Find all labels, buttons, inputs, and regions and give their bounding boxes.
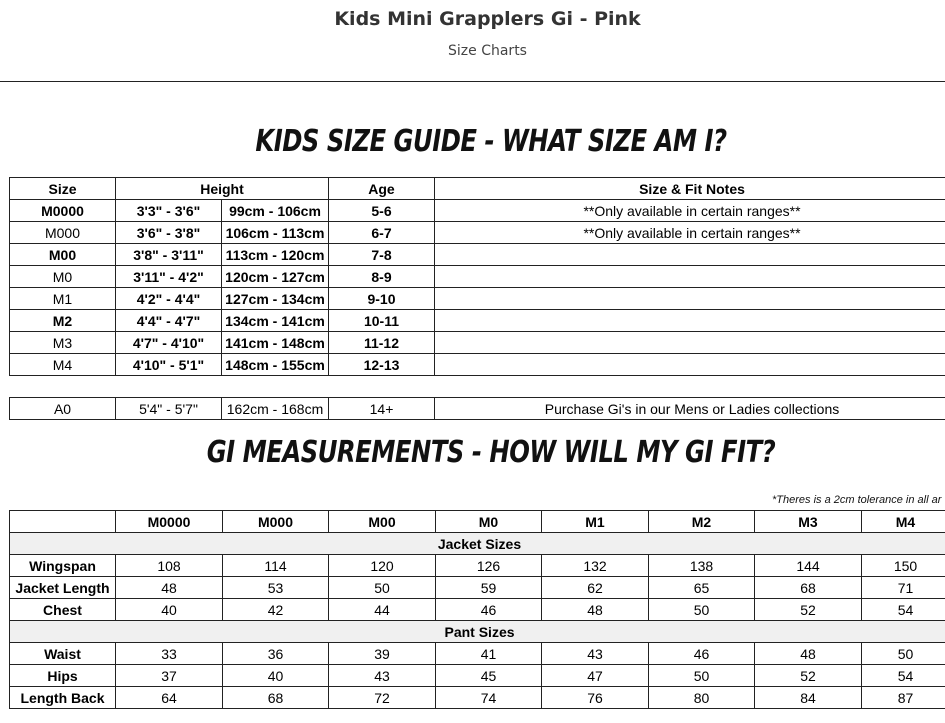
corner-cell: [10, 511, 116, 533]
size-guide-row: [10, 288, 945, 310]
measurement-label: Waist: [10, 643, 116, 665]
measurement-value: 144: [755, 555, 862, 577]
measurement-row: [10, 577, 945, 599]
size-header-cell: M0: [436, 511, 542, 533]
size-cell: M00: [10, 244, 116, 266]
measurement-value: 108: [116, 555, 223, 577]
age-cell: 10-11: [329, 310, 435, 332]
measurement-value: 33: [116, 643, 223, 665]
notes-cell: [435, 332, 945, 354]
measurement-value: 54: [862, 599, 945, 621]
height-ft-cell: 3'8" - 3'11": [116, 244, 222, 266]
height-cm-cell: 148cm - 155cm: [222, 354, 329, 376]
measurement-value: 71: [862, 577, 945, 599]
height-cm-cell: 134cm - 141cm: [222, 310, 329, 332]
height-cm-cell: 113cm - 120cm: [222, 244, 329, 266]
measurement-value: 53: [223, 577, 329, 599]
size-cell: M1: [10, 288, 116, 310]
height-ft-cell: 4'2" - 4'4": [116, 288, 222, 310]
measurement-value: 40: [116, 599, 223, 621]
size-guide-row: [10, 222, 945, 244]
measurement-value: 54: [862, 665, 945, 687]
height-cm-cell: 127cm - 134cm: [222, 288, 329, 310]
size-cell: M0000: [10, 200, 116, 222]
col-header-size: Size: [10, 178, 116, 200]
jacket-sizes-band: [10, 533, 945, 555]
measurement-row: [10, 555, 945, 577]
height-ft-cell: 3'6" - 3'8": [116, 222, 222, 244]
size-guide-row: [10, 354, 945, 376]
size-cell: M2: [10, 310, 116, 332]
measurement-value: 72: [329, 687, 436, 709]
measurement-value: 50: [649, 665, 755, 687]
measurement-row: [10, 665, 945, 687]
measurement-value: 59: [436, 577, 542, 599]
measurement-value: 47: [542, 665, 649, 687]
notes-cell: **Only available in certain ranges**: [435, 200, 945, 222]
pant-sizes-band: [10, 621, 945, 643]
notes-cell: [435, 354, 945, 376]
size-cell: M3: [10, 332, 116, 354]
size-header-cell: M1: [542, 511, 649, 533]
adult-height-ft: 5'4" - 5'7": [116, 398, 222, 420]
measurement-value: 64: [116, 687, 223, 709]
measurements-table: [9, 510, 945, 709]
measurement-value: 68: [755, 577, 862, 599]
size-guide-row: [10, 200, 945, 222]
height-cm-cell: 141cm - 148cm: [222, 332, 329, 354]
age-cell: 7-8: [329, 244, 435, 266]
measurement-value: 126: [436, 555, 542, 577]
measurement-value: 46: [436, 599, 542, 621]
age-cell: 12-13: [329, 354, 435, 376]
measurement-value: 37: [116, 665, 223, 687]
size-header-cell: M4: [862, 511, 945, 533]
adult-age: 14+: [329, 398, 435, 420]
notes-cell: [435, 266, 945, 288]
measurement-value: 42: [223, 599, 329, 621]
height-ft-cell: 3'3" - 3'6": [116, 200, 222, 222]
measurement-value: 48: [542, 599, 649, 621]
tolerance-note: *Theres is a 2cm tolerance in all ar: [772, 494, 942, 506]
measurement-value: 68: [223, 687, 329, 709]
notes-cell: [435, 310, 945, 332]
col-header-age: Age: [329, 178, 435, 200]
measurement-label: Length Back: [10, 687, 116, 709]
measurement-value: 50: [329, 577, 436, 599]
measurement-value: 114: [223, 555, 329, 577]
size-guide-table: [9, 177, 945, 376]
size-cell: M000: [10, 222, 116, 244]
measurement-value: 43: [329, 665, 436, 687]
measurement-value: 48: [755, 643, 862, 665]
size-header-cell: M000: [223, 511, 329, 533]
adult-notes: Purchase Gi's in our Mens or Ladies collections: [435, 398, 945, 420]
measurement-value: 46: [649, 643, 755, 665]
height-cm-cell: 120cm - 127cm: [222, 266, 329, 288]
measurement-label: Hips: [10, 665, 116, 687]
measurement-value: 76: [542, 687, 649, 709]
page-subtitle: Size Charts: [448, 43, 527, 59]
size-header-cell: M2: [649, 511, 755, 533]
size-guide-row: [10, 332, 945, 354]
size-header-cell: M00: [329, 511, 436, 533]
page-title: Kids Mini Grapplers Gi - Pink: [334, 8, 641, 30]
measurement-value: 40: [223, 665, 329, 687]
measurement-label: Chest: [10, 599, 116, 621]
measurements-heading: GI MEASUREMENTS - HOW WILL MY GI FIT?: [206, 435, 776, 470]
jacket-sizes-band-label: Jacket Sizes: [10, 533, 945, 555]
size-guide-heading: KIDS SIZE GUIDE - WHAT SIZE AM I?: [255, 124, 727, 159]
age-cell: 8-9: [329, 266, 435, 288]
height-ft-cell: 4'7" - 4'10": [116, 332, 222, 354]
age-cell: 6-7: [329, 222, 435, 244]
measurement-value: 45: [436, 665, 542, 687]
height-ft-cell: 4'4" - 4'7": [116, 310, 222, 332]
measurement-row: [10, 687, 945, 709]
adult-height-cm: 162cm - 168cm: [222, 398, 329, 420]
measurement-value: 48: [116, 577, 223, 599]
measurement-row: [10, 599, 945, 621]
measurement-value: 52: [755, 599, 862, 621]
age-cell: 9-10: [329, 288, 435, 310]
size-header-cell: M3: [755, 511, 862, 533]
measurement-value: 132: [542, 555, 649, 577]
height-ft-cell: 3'11" - 4'2": [116, 266, 222, 288]
measurement-value: 36: [223, 643, 329, 665]
measurement-row: [10, 643, 945, 665]
measurement-value: 65: [649, 577, 755, 599]
age-cell: 5-6: [329, 200, 435, 222]
measurement-label: Wingspan: [10, 555, 116, 577]
measurement-value: 138: [649, 555, 755, 577]
height-cm-cell: 99cm - 106cm: [222, 200, 329, 222]
page-header: [0, 0, 945, 82]
notes-cell: [435, 244, 945, 266]
notes-cell: **Only available in certain ranges**: [435, 222, 945, 244]
measurement-value: 120: [329, 555, 436, 577]
notes-cell: [435, 288, 945, 310]
height-ft-cell: 4'10" - 5'1": [116, 354, 222, 376]
measurement-label: Jacket Length: [10, 577, 116, 599]
adult-size-table: [9, 397, 945, 420]
measurement-value: 80: [649, 687, 755, 709]
measurement-value: 41: [436, 643, 542, 665]
col-header-notes: Size & Fit Notes: [435, 178, 945, 200]
size-guide-header-row: [10, 178, 945, 200]
pant-sizes-band-label: Pant Sizes: [10, 621, 945, 643]
measurement-value: 74: [436, 687, 542, 709]
size-guide-row: [10, 244, 945, 266]
age-cell: 11-12: [329, 332, 435, 354]
measurement-value: 87: [862, 687, 945, 709]
size-guide-row: [10, 310, 945, 332]
measurement-value: 84: [755, 687, 862, 709]
measurement-value: 52: [755, 665, 862, 687]
adult-size-row: [10, 398, 945, 420]
measurement-value: 44: [329, 599, 436, 621]
measurement-value: 39: [329, 643, 436, 665]
adult-size: A0: [10, 398, 116, 420]
measurements-header-row: [10, 511, 945, 533]
height-cm-cell: 106cm - 113cm: [222, 222, 329, 244]
size-cell: M0: [10, 266, 116, 288]
measurement-value: 62: [542, 577, 649, 599]
size-cell: M4: [10, 354, 116, 376]
measurement-value: 43: [542, 643, 649, 665]
col-header-height: Height: [116, 178, 329, 200]
measurement-value: 50: [862, 643, 945, 665]
size-guide-row: [10, 266, 945, 288]
measurement-value: 50: [649, 599, 755, 621]
size-header-cell: M0000: [116, 511, 223, 533]
measurement-value: 150: [862, 555, 945, 577]
